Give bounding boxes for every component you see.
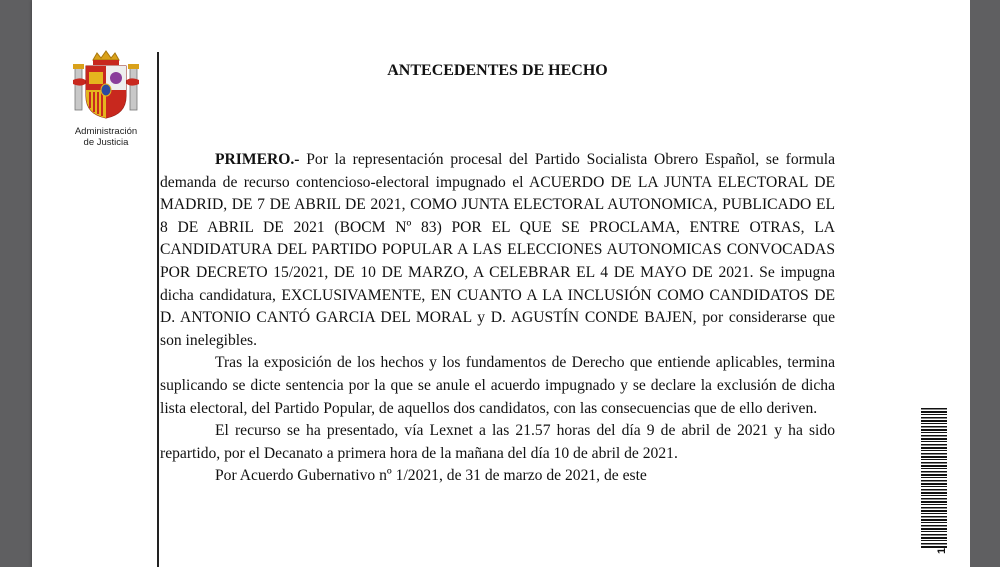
page-mark: 1 <box>936 547 948 554</box>
caption-line-1: Administración <box>74 126 138 137</box>
institution-logo <box>68 50 144 148</box>
paragraph-lead: PRIMERO.- <box>215 151 300 168</box>
institution-caption <box>68 126 144 148</box>
paragraph-text: Por la representación procesal del Partido Socialista Obrero Español, se formula demanda de recurso contencioso-electoral impugnado el ACUERDO DE LA JUNTA ELECTORAL DE MADRID, DE 7 DE ABRIL DE 2021, COMO JUNTA ELECTORAL AUTONOMICA, PUBLICADO EL 8 DE ABRIL DE 2021 (BOCM Nº 83) POR EL QUE SE PROCLAMA, ENTRE OTRAS, LA CANDIDATURA DEL PARTIDO POPULAR A LAS ELECCIONES AUTONOMICAS CONVOCADAS POR DECRETO 15/2021, DE 10 DE MARZO, A CELEBRAR EL 4 DE MAYO DE 2021. Se impugna dicha candidatura, EXCLUSIVAMENTE, EN CUANTO A LA INCLUSIÓN COMO CANDIDATOS DE D. ANTONIO CANTÓ GARCIA DEL MORAL y D. AGUSTÍN CONDE BAJEN, por considerarse que son inelegibles. <box>160 151 835 349</box>
barcode-icon <box>921 408 947 548</box>
caption-line-2: de Justicia <box>83 137 129 148</box>
section-heading: ANTECEDENTES DE HECHO <box>387 62 608 79</box>
paragraph-exposicion: Tras la exposición de los hechos y los fundamentos de Derecho que entiende aplicables, termina suplicando se dicte sentencia por la que se anule el acuerdo impugnado y se declare la exclusión de dicha lista electoral, del Partido Popular, de aquellos dos candidatos, con las consecuencias que de ello deriven. <box>160 354 835 417</box>
viewer-scroll-area[interactable] <box>970 0 1000 567</box>
paragraph-recurso: El recurso se ha presentado, vía Lexnet a las 21.57 horas del día 9 de abril de 2021 y ha sido repartido, por el Decanato a primera hora de la mañana del día 10 de abril de 2021. <box>160 422 835 462</box>
paragraph-primero <box>160 149 835 352</box>
spanish-coat-of-arms-icon <box>71 50 141 122</box>
paragraph-acuerdo: Por Acuerdo Gubernativo nº 1/2021, de 31 de marzo de 2021, de este <box>215 467 647 485</box>
margin-divider <box>157 52 159 567</box>
document-page <box>32 0 970 567</box>
document-body <box>160 149 835 488</box>
